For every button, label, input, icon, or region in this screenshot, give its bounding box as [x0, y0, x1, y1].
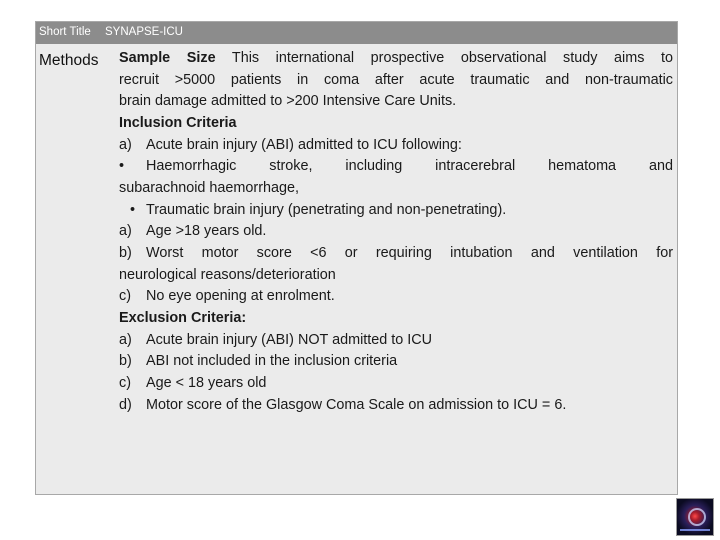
exclusion-item-a	[119, 330, 673, 352]
bullet-text-2: Traumatic brain injury (penetrating and non-penetrating).	[146, 201, 507, 218]
inclusion-item-c	[119, 286, 673, 308]
protocol-table	[35, 21, 678, 495]
logo-strip	[680, 529, 710, 531]
item-label: d)	[119, 396, 132, 413]
item-text: Acute brain injury (ABI) admitted to ICU following:	[146, 136, 462, 153]
item-text: Worst motor score <6 or requiring intubation and ventilation for	[146, 244, 673, 261]
item-text: No eye opening at enrolment.	[146, 288, 335, 305]
sample-size-line-3: brain damage admitted to >200 Intensive Care Units.	[119, 93, 457, 110]
exclusion-item-d	[119, 395, 673, 417]
inclusion-item-b	[119, 243, 673, 265]
item-label: c)	[119, 374, 131, 391]
item-text: Age < 18 years old	[146, 374, 267, 391]
item-text: Motor score of the Glasgow Coma Scale on admission to ICU = 6.	[146, 396, 567, 413]
inclusion-item-a2	[119, 221, 673, 243]
sample-size-heading: Sample Size	[119, 50, 216, 66]
sample-size-line-1	[119, 48, 673, 70]
item-label: b)	[119, 353, 132, 370]
item-label: a)	[119, 331, 132, 348]
item-text: Acute brain injury (ABI) NOT admitted to ICU	[146, 331, 433, 348]
exclusion-item-c	[119, 373, 673, 395]
sample-size-line-2: recruit >5000 patients in coma after acute traumatic and non-traumatic	[119, 71, 673, 88]
bullet-text-1: Haemorrhagic stroke, including intracerebral hematoma and	[146, 158, 673, 175]
short-title-value: SYNAPSE-ICU	[105, 26, 183, 38]
inclusion-bullet-1	[119, 156, 673, 178]
bullet-icon: •	[119, 158, 125, 175]
header-row	[36, 22, 677, 44]
short-title-label: Short Title	[39, 26, 91, 38]
inclusion-bullet-2	[119, 200, 673, 222]
item-label: b)	[119, 244, 132, 261]
methods-content	[119, 48, 673, 416]
inclusion-heading: Inclusion Criteria	[119, 114, 237, 131]
inclusion-item-b-cont: neurological reasons/deterioration	[119, 266, 336, 283]
item-text: ABI not included in the inclusion criteria	[146, 353, 398, 370]
logo-ring	[688, 508, 706, 526]
inclusion-item-a	[119, 135, 673, 157]
item-text: Age >18 years old.	[146, 223, 267, 240]
brain-logo-icon	[676, 498, 714, 536]
inclusion-bullet-1-cont: subarachnoid haemorrhage,	[119, 179, 300, 196]
sample-size-text-1: This international prospective observational study aims to	[215, 50, 673, 66]
item-label: a)	[119, 223, 132, 240]
bullet-icon: •	[129, 201, 136, 218]
exclusion-item-b	[119, 351, 673, 373]
item-label: a)	[119, 136, 132, 153]
item-label: c)	[119, 288, 131, 305]
exclusion-heading: Exclusion Criteria:	[119, 309, 247, 326]
methods-label: Methods	[39, 52, 99, 69]
